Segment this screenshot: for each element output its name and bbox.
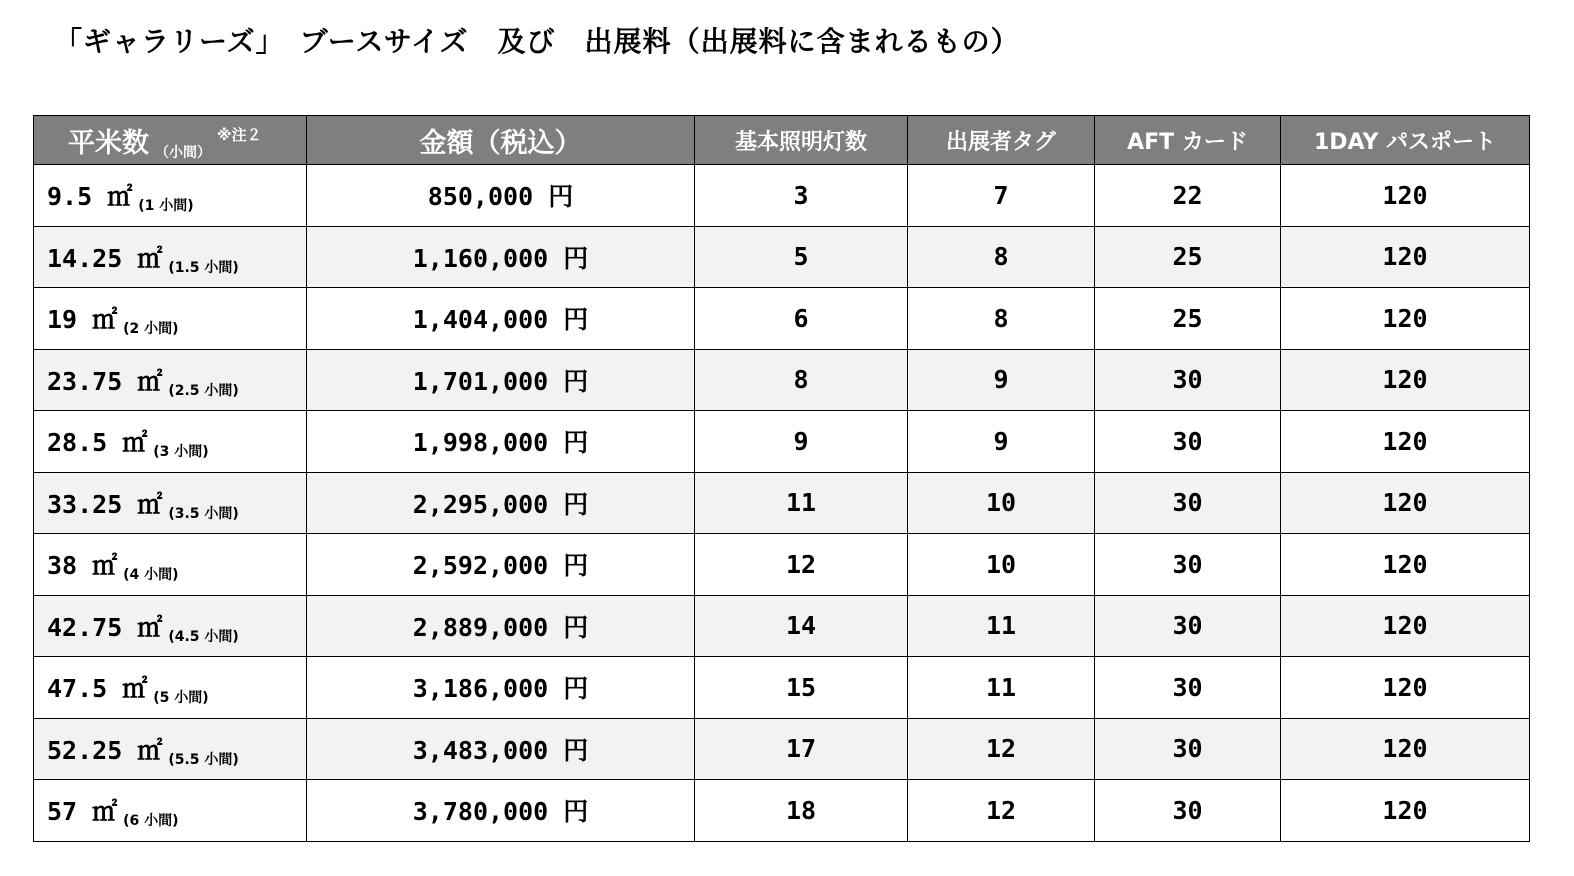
- table-row: [34, 718, 1530, 780]
- cell-lights-value: 17: [785, 734, 817, 764]
- cell-aft-card-value: 25: [1172, 303, 1203, 333]
- cell-passport-value: 120: [1382, 611, 1428, 641]
- cell-price-value: 1,160,000 円: [412, 243, 589, 273]
- cell-lights-value: 11: [785, 488, 817, 518]
- table-row: [34, 472, 1530, 534]
- area-value: 42.75 ㎡: [47, 612, 163, 642]
- cell-lights-value: 6: [793, 303, 809, 333]
- cell-price: [307, 718, 695, 780]
- header-area-label: 平米数: [68, 127, 149, 159]
- cell-tags: [908, 472, 1095, 534]
- cell-price-value: 2,592,000 円: [412, 551, 589, 581]
- cell-lights: [695, 472, 908, 534]
- header-lights: 基本照明灯数: [695, 116, 908, 165]
- cell-price-value: 1,404,000 円: [412, 305, 589, 335]
- cell-aft-card-value: 30: [1172, 365, 1203, 395]
- table-row: [34, 226, 1530, 288]
- cell-aft-card-value: 25: [1172, 242, 1203, 272]
- cell-tags: [908, 411, 1095, 473]
- cell-passport: [1281, 411, 1530, 473]
- cell-lights-value: 12: [785, 549, 817, 579]
- cell-passport: [1281, 288, 1530, 350]
- area-value: 19 ㎡: [47, 305, 118, 335]
- cell-price: [307, 165, 695, 227]
- cell-lights: [695, 534, 908, 596]
- cell-area: [34, 780, 307, 842]
- cell-tags: [908, 718, 1095, 780]
- cell-lights: [695, 226, 908, 288]
- cell-area: [34, 472, 307, 534]
- header-price: 金額（税込）: [307, 116, 695, 165]
- cell-area: [34, 165, 307, 227]
- page-title: 「ギャラリーズ」 ブースサイズ 及び 出展料（出展料に含まれるもの）: [54, 25, 1020, 58]
- cell-aft-card-value: 30: [1172, 488, 1203, 518]
- cell-tags-value: 8: [993, 242, 1009, 272]
- header-passport: 1DAY パスポート: [1281, 116, 1530, 165]
- cell-lights: [695, 718, 908, 780]
- booth-units: (5.5 小間): [168, 751, 239, 768]
- cell-tags-value: 10: [985, 488, 1017, 518]
- cell-price: [307, 595, 695, 657]
- cell-aft-card-value: 30: [1172, 795, 1203, 825]
- cell-price-value: 3,483,000 円: [412, 735, 589, 765]
- header-area-unit: （小間）: [155, 144, 211, 161]
- header-tags: 出展者タグ: [908, 116, 1095, 165]
- cell-area: [34, 288, 307, 350]
- cell-tags: [908, 595, 1095, 657]
- cell-price: [307, 472, 695, 534]
- cell-area: [34, 349, 307, 411]
- cell-lights: [695, 165, 908, 227]
- table-row: [34, 411, 1530, 473]
- cell-price-value: 2,295,000 円: [412, 489, 589, 519]
- cell-price: [307, 534, 695, 596]
- cell-lights: [695, 780, 908, 842]
- area-value: 52.25 ㎡: [47, 735, 163, 765]
- cell-lights-value: 5: [793, 242, 809, 272]
- area-value: 33.25 ㎡: [47, 489, 163, 519]
- booth-table-container: [33, 115, 1529, 842]
- cell-price: [307, 780, 695, 842]
- cell-passport: [1281, 165, 1530, 227]
- cell-tags: [908, 165, 1095, 227]
- cell-aft-card: [1095, 780, 1281, 842]
- cell-lights-value: 18: [785, 795, 817, 825]
- cell-tags-value: 12: [985, 795, 1017, 825]
- area-value: 28.5 ㎡: [47, 428, 148, 458]
- cell-passport: [1281, 349, 1530, 411]
- cell-lights-value: 8: [793, 365, 809, 395]
- cell-aft-card-value: 30: [1172, 734, 1203, 764]
- cell-area: [34, 534, 307, 596]
- cell-aft-card: [1095, 349, 1281, 411]
- cell-passport-value: 120: [1382, 303, 1428, 333]
- table-row: [34, 534, 1530, 596]
- cell-aft-card-value: 30: [1172, 426, 1203, 456]
- cell-tags-value: 11: [985, 672, 1017, 702]
- cell-lights-value: 14: [785, 611, 817, 641]
- cell-price-value: 1,701,000 円: [412, 366, 589, 396]
- cell-area: [34, 226, 307, 288]
- cell-area: [34, 411, 307, 473]
- cell-aft-card: [1095, 411, 1281, 473]
- table-row: [34, 657, 1530, 719]
- cell-area: [34, 718, 307, 780]
- cell-aft-card: [1095, 472, 1281, 534]
- cell-area: [34, 595, 307, 657]
- cell-tags: [908, 226, 1095, 288]
- cell-passport-value: 120: [1382, 672, 1428, 702]
- cell-passport: [1281, 226, 1530, 288]
- cell-passport: [1281, 718, 1530, 780]
- booth-units: (2.5 小間): [168, 382, 239, 399]
- header-area-note: ※注２: [217, 125, 262, 144]
- cell-lights: [695, 349, 908, 411]
- cell-price-value: 850,000 円: [427, 182, 574, 212]
- cell-lights-value: 15: [785, 672, 817, 702]
- table-row: [34, 349, 1530, 411]
- table-row: [34, 288, 1530, 350]
- cell-passport: [1281, 780, 1530, 842]
- area-value: 23.75 ㎡: [47, 366, 163, 396]
- cell-tags-value: 8: [993, 303, 1009, 333]
- booth-units: (3 小間): [153, 444, 209, 461]
- cell-passport: [1281, 534, 1530, 596]
- area-value: 47.5 ㎡: [47, 674, 148, 704]
- cell-tags-value: 12: [985, 734, 1017, 764]
- cell-tags: [908, 780, 1095, 842]
- cell-area: [34, 657, 307, 719]
- booth-units: (4.5 小間): [168, 628, 239, 645]
- cell-passport: [1281, 472, 1530, 534]
- table-row: [34, 165, 1530, 227]
- cell-aft-card-value: 30: [1172, 611, 1203, 641]
- cell-passport-value: 120: [1382, 242, 1428, 272]
- cell-price: [307, 288, 695, 350]
- cell-price: [307, 411, 695, 473]
- cell-lights-value: 9: [793, 426, 809, 456]
- cell-price-value: 3,780,000 円: [412, 797, 589, 827]
- header-aft-card: AFT カード: [1095, 116, 1281, 165]
- area-value: 38 ㎡: [47, 551, 118, 581]
- area-value: 14.25 ㎡: [47, 243, 163, 273]
- cell-tags-value: 10: [985, 549, 1017, 579]
- cell-tags: [908, 288, 1095, 350]
- area-value: 9.5 ㎡: [47, 182, 133, 212]
- cell-price-value: 3,186,000 円: [412, 674, 589, 704]
- cell-aft-card: [1095, 165, 1281, 227]
- cell-aft-card: [1095, 534, 1281, 596]
- cell-price: [307, 657, 695, 719]
- header-area: [34, 116, 307, 165]
- cell-tags-value: 9: [993, 365, 1009, 395]
- booth-units: (4 小間): [123, 567, 179, 584]
- cell-lights: [695, 411, 908, 473]
- cell-aft-card: [1095, 657, 1281, 719]
- cell-passport: [1281, 657, 1530, 719]
- booth-units: (1.5 小間): [168, 259, 239, 276]
- cell-passport-value: 120: [1382, 180, 1428, 210]
- cell-aft-card-value: 30: [1172, 672, 1203, 702]
- cell-price-value: 2,889,000 円: [412, 612, 589, 642]
- cell-aft-card-value: 30: [1172, 549, 1203, 579]
- cell-tags: [908, 534, 1095, 596]
- cell-passport-value: 120: [1382, 795, 1428, 825]
- cell-passport-value: 120: [1382, 488, 1428, 518]
- booth-units: (3.5 小間): [168, 505, 239, 522]
- cell-price: [307, 349, 695, 411]
- cell-aft-card: [1095, 718, 1281, 780]
- cell-tags-value: 11: [985, 611, 1017, 641]
- cell-passport-value: 120: [1382, 734, 1428, 764]
- booth-units: (2 小間): [123, 321, 179, 338]
- cell-aft-card-value: 22: [1172, 180, 1203, 210]
- table-header-row: [34, 116, 1530, 165]
- cell-aft-card: [1095, 288, 1281, 350]
- cell-lights-value: 3: [793, 180, 809, 210]
- cell-tags: [908, 349, 1095, 411]
- cell-passport-value: 120: [1382, 426, 1428, 456]
- table-body: [34, 165, 1530, 842]
- booth-units: (1 小間): [138, 198, 194, 215]
- booth-units: (6 小間): [123, 813, 179, 830]
- cell-lights: [695, 288, 908, 350]
- cell-tags-value: 9: [993, 426, 1009, 456]
- cell-passport-value: 120: [1382, 365, 1428, 395]
- cell-passport: [1281, 595, 1530, 657]
- cell-aft-card: [1095, 226, 1281, 288]
- area-value: 57 ㎡: [47, 797, 118, 827]
- cell-tags: [908, 657, 1095, 719]
- table-row: [34, 595, 1530, 657]
- cell-aft-card: [1095, 595, 1281, 657]
- cell-tags-value: 7: [993, 180, 1009, 210]
- cell-lights: [695, 595, 908, 657]
- table-row: [34, 780, 1530, 842]
- booth-units: (5 小間): [153, 690, 209, 707]
- cell-price-value: 1,998,000 円: [412, 428, 589, 458]
- cell-passport-value: 120: [1382, 549, 1428, 579]
- cell-lights: [695, 657, 908, 719]
- booth-size-table: [33, 115, 1530, 842]
- cell-price: [307, 226, 695, 288]
